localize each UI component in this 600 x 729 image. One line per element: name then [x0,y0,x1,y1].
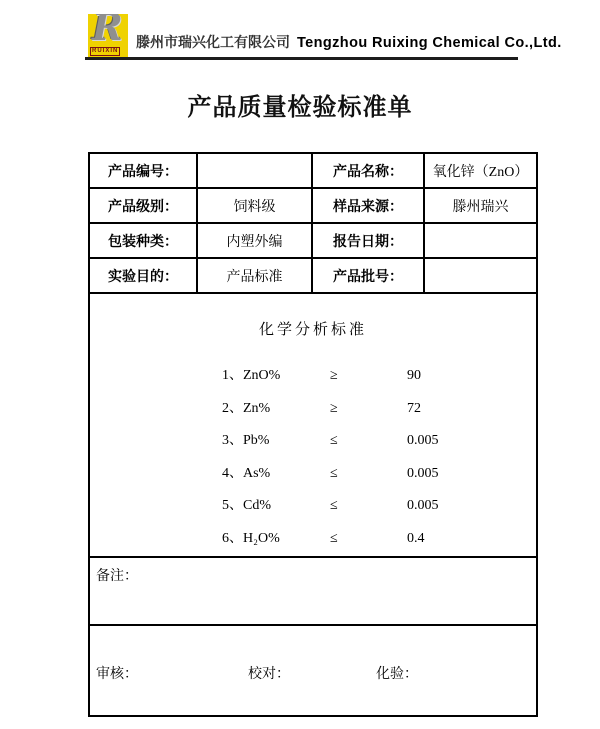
signature-section [90,626,536,715]
analysis-item-relation: ≤ [330,433,338,448]
analysis-item-name: 6、H₂O% [222,530,280,546]
packaging-type-label: 包装种类： [90,224,198,259]
analysis-item-zno [90,360,536,393]
analysis-items [90,360,536,555]
analysis-item-relation: ≤ [330,498,338,513]
page-title: 产品质量检验标准单 [187,94,413,121]
product-name-value: 氧化锌（ZnO） [425,154,536,189]
header-divider [85,57,518,60]
info-grid [90,154,536,294]
analysis-item-value: 72 [407,400,421,416]
analysis-item-relation: ≥ [330,368,338,383]
analysis-item-h2o [90,523,536,556]
company-name-en: Tengzhou Ruixing Chemical Co.,Ltd. [297,35,562,51]
analysis-item-name: 5、Cd% [222,498,271,513]
logo-brand-text: RUIXIN [92,48,119,54]
product-name-label: 产品名称： [313,154,425,189]
sample-source-label: 样品来源： [313,189,425,224]
report-date-value [425,224,536,259]
review-label: 审核： [96,667,138,682]
analysis-item-value: 0.005 [407,498,439,513]
chemical-analysis-section [90,294,536,558]
product-grade-value: 饲料级 [198,189,313,224]
test-label: 化验： [376,667,418,682]
analysis-item-value: 0.4 [407,530,425,546]
analysis-item-name: 3、Pb% [222,433,270,448]
proofread-label: 校对： [248,667,290,682]
analysis-item-relation: ≤ [330,465,338,481]
remarks-section [90,558,536,626]
test-purpose-value: 产品标准 [198,259,313,294]
analysis-item-relation: ≤ [330,530,338,546]
analysis-item-name: 2、Zn% [222,400,271,416]
analysis-item-name: 1、ZnO% [222,368,281,383]
analysis-item-cd [90,490,536,523]
inspection-form-table [88,152,538,717]
remarks-label: 备注： [96,569,138,584]
company-name [136,32,562,52]
analysis-item-value: 90 [407,368,421,383]
analysis-item-value: 0.005 [407,433,439,448]
product-grade-label: 产品级别： [90,189,198,224]
analysis-item-as [90,458,536,491]
sample-source-value: 滕州瑞兴 [425,189,536,224]
analysis-item-name: 4、As% [222,465,271,481]
test-purpose-label: 实验目的： [90,259,198,294]
packaging-type-value: 内塑外编 [198,224,313,259]
product-code-value [198,154,313,189]
analysis-heading: 化学分析标准 [258,322,367,338]
logo-r-icon: R [92,14,123,49]
batch-number-label: 产品批号： [313,259,425,294]
batch-number-value [425,259,536,294]
analysis-item-pb [90,425,536,458]
product-code-label: 产品编号： [90,154,198,189]
company-name-cn: 滕州市瑞兴化工有限公司 [136,36,290,51]
company-logo [88,14,128,58]
analysis-item-zn [90,393,536,426]
report-date-label: 报告日期： [313,224,425,259]
analysis-item-value: 0.005 [407,465,439,481]
analysis-item-relation: ≥ [330,400,338,416]
